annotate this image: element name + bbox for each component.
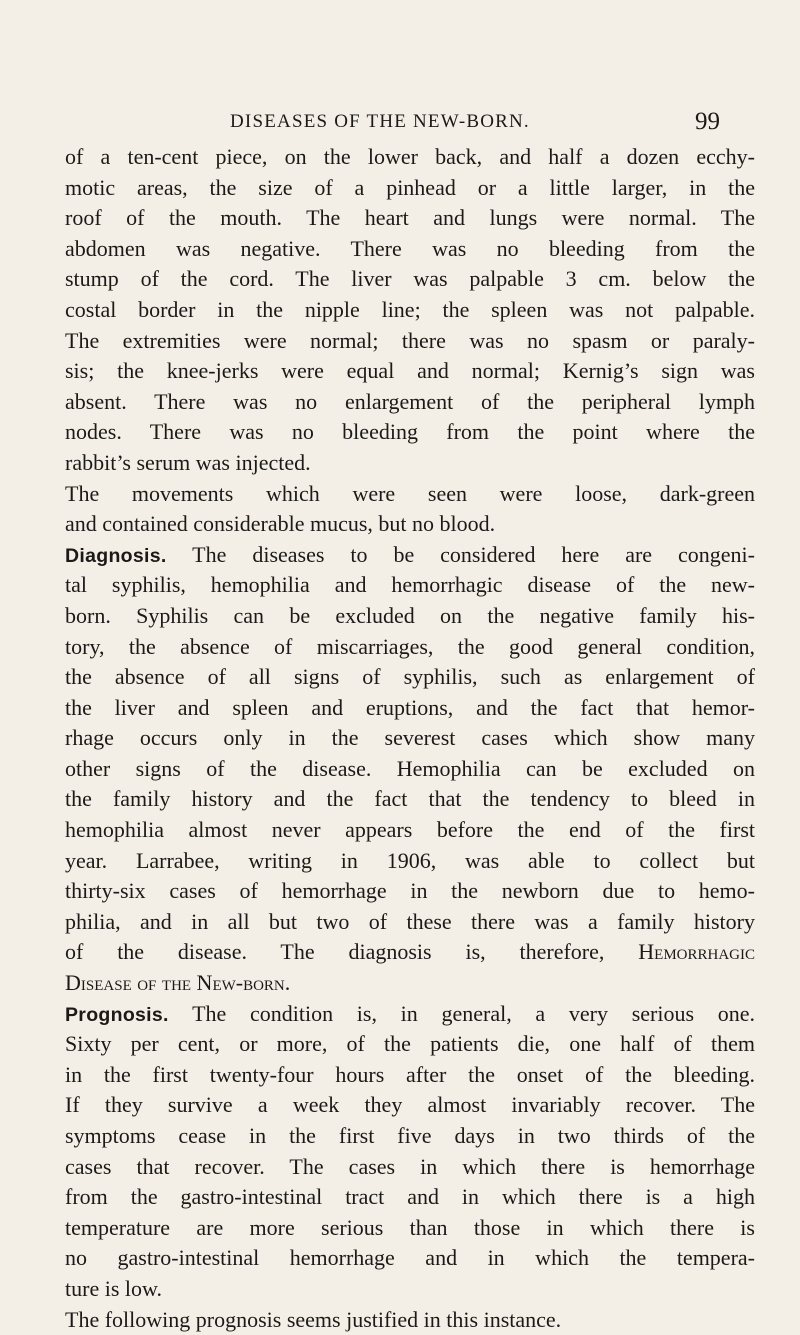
text-line: The movements which were seen were loose, dark-green — [65, 480, 755, 506]
text-line: from the gastro-intestinal tract and in which there is a high — [65, 1184, 755, 1210]
text-line: in the first twenty-four hours after the onset of the bleeding. — [65, 1061, 755, 1087]
text-line: stump of the cord. The liver was palpable 3 cm. below the — [65, 266, 755, 292]
text-line: rabbit’s serum was injected. — [65, 449, 311, 475]
text-line: hemophilia almost never appears before the end of the first — [65, 817, 755, 843]
text-line: of the disease. The diagnosis is, therefore, — [65, 939, 605, 965]
text-line: no gastro-intestinal hemorrhage and in which the tempera- — [65, 1245, 755, 1271]
text-line: other signs of the disease. Hemophilia can be excluded on — [65, 755, 755, 781]
diagnosis-term: Hemorrhagic — [638, 939, 756, 965]
text-line: The following prognosis seems justified in this instance. — [65, 1306, 562, 1332]
text-line: tal syphilis, hemophilia and hemorrhagic disease of the new- — [65, 572, 755, 598]
text-line: born. Syphilis can be excluded on the negative family his- — [65, 602, 755, 628]
text-line: abdomen was negative. There was no bleeding from the — [65, 235, 755, 261]
text-line: cases that recover. The cases in which there is hemorrhage — [65, 1153, 755, 1179]
text-line: the liver and spleen and eruptions, and the fact that hemor- — [65, 694, 755, 720]
text-line: philia, and in all but two of these there was a family history — [65, 908, 755, 934]
page-number: 99 — [695, 108, 720, 135]
prognosis-paragraph-start — [65, 999, 755, 1030]
text-line: absent. There was no enlargement of the peripheral lymph — [65, 388, 755, 414]
running-title: DISEASES OF THE NEW-BORN. — [230, 111, 530, 132]
prognosis-heading: Prognosis. — [65, 1003, 169, 1026]
text-line: The extremities were normal; there was no spasm or paraly- — [65, 327, 755, 353]
running-head — [0, 107, 800, 147]
text-line: motic areas, the size of a pinhead or a little larger, in the — [65, 174, 755, 200]
diagnosis-heading: Diagnosis. — [65, 544, 167, 567]
text-line: If they survive a week they almost invariably recover. The — [65, 1092, 755, 1118]
text-line: temperature are more serious than those in which there is — [65, 1214, 755, 1240]
text-line: The condition is, in general, a very serious one. — [192, 1000, 755, 1026]
text-line: Sixty per cent, or more, of the patients die, one half of them — [65, 1031, 755, 1057]
diagnosis-paragraph-start — [65, 540, 755, 571]
text-line: nodes. There was no bleeding from the point where the — [65, 419, 755, 445]
body-text — [65, 142, 755, 1335]
text-line: year. Larrabee, writing in 1906, was able to collect but — [65, 847, 755, 873]
text-line: and contained considerable mucus, but no blood. — [65, 511, 496, 537]
text-line: the absence of all signs of syphilis, such as enlargement of — [65, 664, 755, 690]
text-line: of a ten-cent piece, on the lower back, and half a dozen ecchy- — [65, 144, 755, 169]
text-line: roof of the mouth. The heart and lungs were normal. The — [65, 205, 755, 231]
text-line: The diseases to be considered here are congeni- — [192, 541, 755, 567]
text-line: tory, the absence of miscarriages, the good general condition, — [65, 633, 755, 659]
diagnosis-term-continued: Disease of the New-born. — [65, 970, 291, 996]
diagnosis-conclusion-line — [65, 937, 755, 968]
text-line: rhage occurs only in the severest cases which show many — [65, 725, 755, 751]
text-line: symptoms cease in the first five days in two thirds of the — [65, 1123, 755, 1148]
text-line: thirty-six cases of hemorrhage in the newborn due to hemo- — [65, 878, 755, 904]
text-line: ture is low. — [65, 1275, 162, 1301]
text-line: costal border in the nipple line; the spleen was not palpable. — [65, 296, 755, 322]
text-line: sis; the knee-jerks were equal and normal; Kernig’s sign was — [65, 358, 755, 384]
text-line: the family history and the fact that the tendency to bleed in — [65, 786, 755, 812]
